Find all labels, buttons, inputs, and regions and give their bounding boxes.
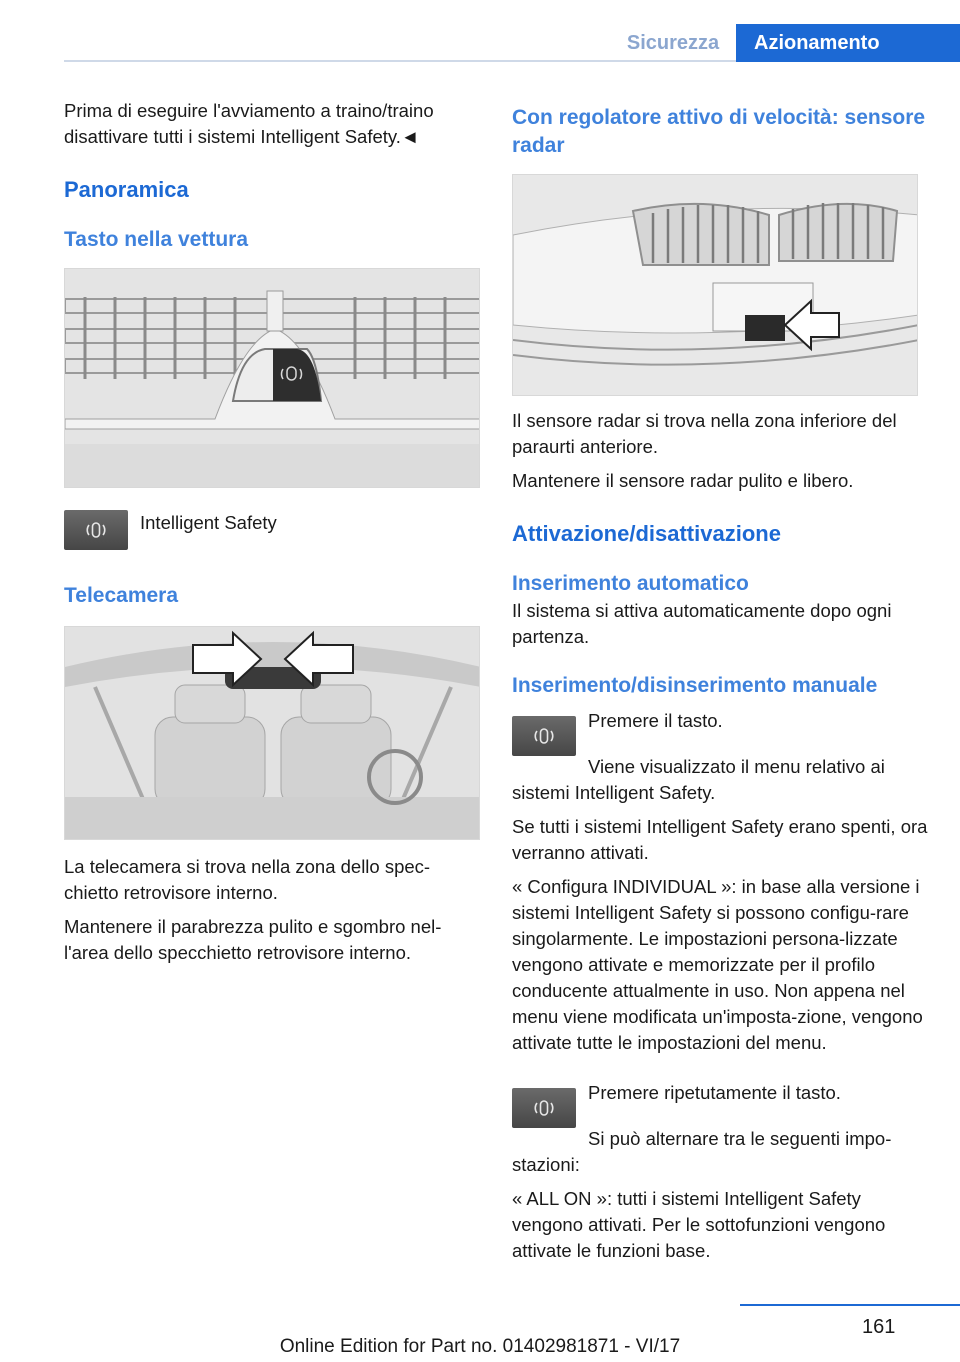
chapter-tab: Azionamento [736,24,960,62]
radar-text-1: Il sensore radar si trova nella zona inferiore del paraurti anteriore. [512,410,897,457]
grille-illustration [65,269,480,488]
icon-label: Intelligent Safety [140,512,277,533]
camera-text-1: La telecamera si trova nella zona dello spec‐chietto retrovisore interno. [64,856,431,903]
configura-text: « Configura INDIVIDUAL »: in base alla versione i sistemi Intelligent Safety si possono configu‐rare singolarmente. Le impostazioni persona‐lizzate vengono attivate e memorizzate per il profilo conducente attualmente in uso. Non appena nel menu viene modificata un'imposta‐zione, vengono attivate tutte le impostazioni del menu. [512,876,923,1053]
camera-photo [64,626,480,840]
button-photo [64,268,480,488]
section-tab: Sicurezza [626,31,720,54]
left-column [64,98,482,974]
auto-text: Il sistema si attiva automaticamente dopo ogni partenza. [512,600,892,647]
heading-attivazione: Attivazione/disattivazione [512,521,781,546]
interior-illustration [65,627,480,840]
heading-regolatore: Con regolatore attivo di velocità: sensore radar [512,106,926,157]
step2-press: Premere ripetutamente il tasto. [588,1082,841,1103]
step2-alternate: Si può alternare tra le seguenti impo‐stazioni: [512,1128,892,1175]
step1-press: Premere il tasto. [588,710,723,731]
intelligent-safety-icon [64,510,128,550]
heading-telecamera: Telecamera [64,584,179,607]
step1-menu: Viene visualizzato il menu relativo ai sistemi Intelligent Safety. [512,756,885,803]
intelligent-safety-icon [512,1088,576,1128]
step1-activate: Se tutti i sistemi Intelligent Safety erano spenti, ora verranno attivati. [512,816,928,863]
all-on-text: « ALL ON »: tutti i sistemi Intelligent Safety vengono attivati. Per le sottofunzioni vengono attivate le funzioni base. [512,1188,886,1261]
intelligent-safety-icon [512,716,576,756]
edition-footer: Online Edition for Part no. 01402981871 - VI/17 [279,1336,681,1357]
radar-text-2: Mantenere il sensore radar pulito e libero. [512,470,854,491]
step1-row [512,708,932,756]
step2-row [512,1080,932,1128]
page-number: 161 [862,1316,896,1338]
bumper-illustration [513,175,918,396]
radar-photo [512,174,918,396]
heading-automatico: Inserimento automatico [512,572,749,595]
icon-legend [64,510,482,550]
heading-tasto: Tasto nella vettura [64,228,248,251]
camera-text-2: Mantenere il parabrezza pulito e sgombro nel‐l'area dello specchietto retrovisore interno. [64,916,442,963]
right-column [512,98,932,1272]
footer-rule [740,1304,960,1306]
heading-manuale: Inserimento/disinserimento manuale [512,674,878,697]
heading-panoramica: Panoramica [64,177,189,202]
intro-text: Prima di eseguire l'avviamento a traino/traino disattivare tutti i sistemi Intelligent Safety.◄ [64,100,434,147]
